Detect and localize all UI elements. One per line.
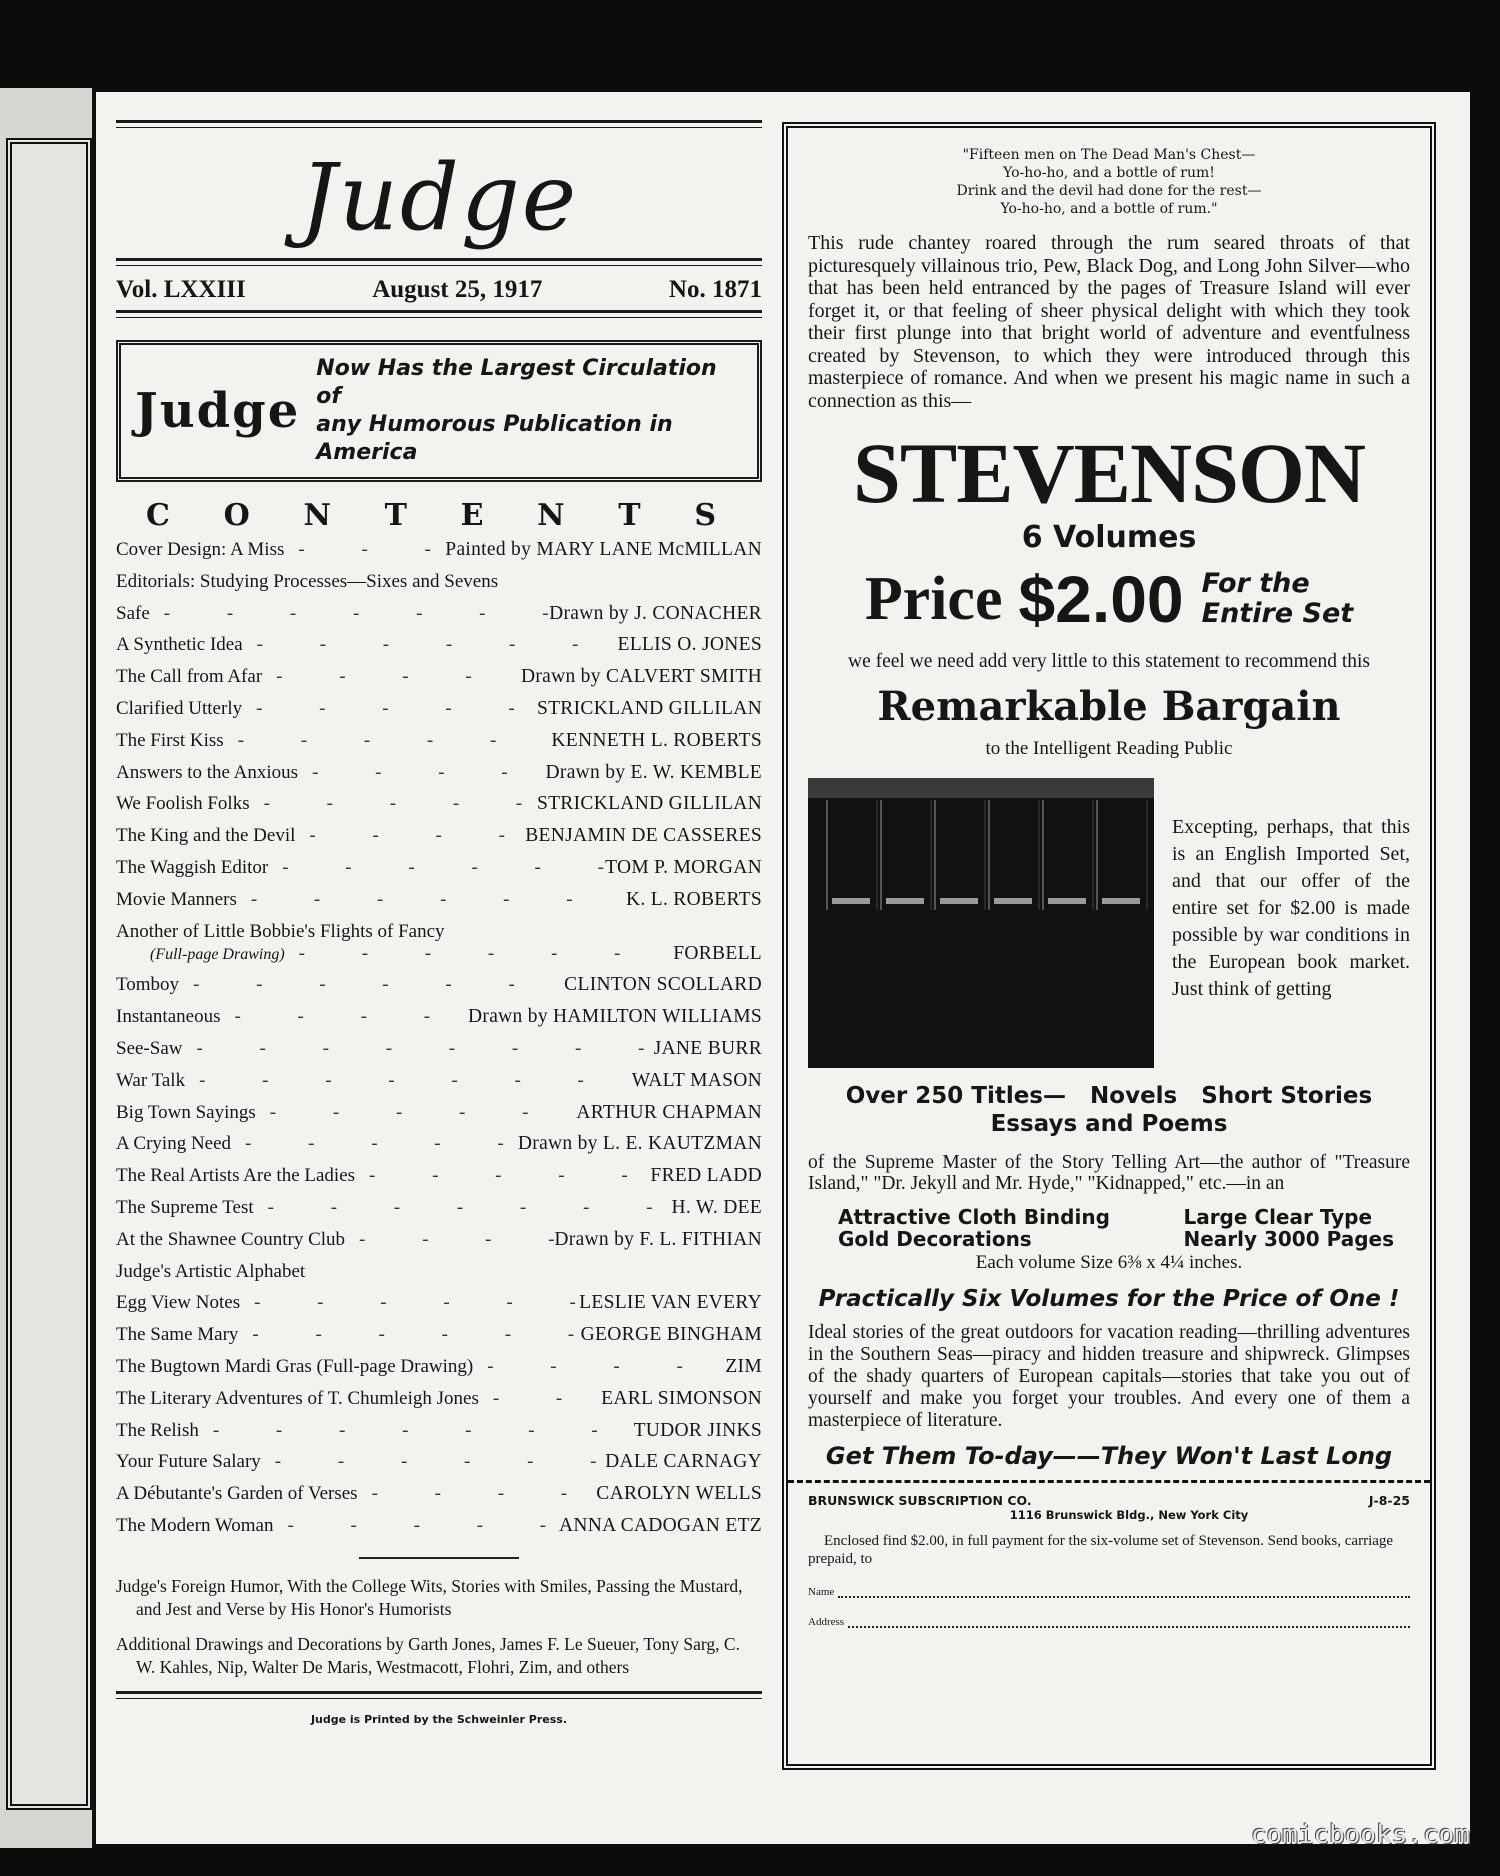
price-line bbox=[808, 561, 1410, 637]
toc-title: Tomboy bbox=[116, 974, 180, 996]
toc-leader bbox=[355, 1165, 650, 1187]
toc-subtitle: (Full-page Drawing) bbox=[150, 945, 285, 963]
issue-line bbox=[116, 266, 762, 310]
toc-entry bbox=[116, 857, 762, 889]
toc-author: JANE BURR bbox=[653, 1037, 762, 1059]
toc-leader bbox=[224, 730, 552, 752]
toc-entry bbox=[116, 1165, 762, 1197]
book-spine bbox=[880, 800, 932, 910]
contents-heading bbox=[116, 498, 762, 533]
supreme-master-text: of the Supreme Master of the Story Telling Art—the author of "Treasure Island," "Dr. Jekyll and Mr. Hyde," "Kidnapped," etc.—in an bbox=[808, 1152, 1410, 1194]
verse-line: "Fifteen men on The Dead Man's Chest— bbox=[962, 147, 1256, 163]
toc-entry bbox=[116, 730, 762, 762]
toc-entry bbox=[116, 762, 762, 794]
toc-entry bbox=[116, 634, 762, 666]
toc-leader bbox=[345, 1229, 554, 1251]
toc-leader bbox=[268, 857, 605, 879]
contents-letter: N bbox=[537, 498, 565, 533]
toc-title: A Débutante's Garden of Verses bbox=[116, 1483, 358, 1505]
toc-title: Another of Little Bobbie's Flights of Fancy bbox=[116, 920, 445, 942]
toc-title: Judge's Artistic Alphabet bbox=[116, 1260, 306, 1282]
stevenson-advertisement bbox=[782, 122, 1436, 1770]
book-set-top bbox=[808, 778, 1154, 798]
volumes-count: 6 Volumes bbox=[1021, 520, 1197, 555]
toc-author: STRICKLAND GILLILAN bbox=[536, 697, 762, 719]
toc-entry bbox=[116, 1006, 762, 1038]
toc-title: The Real Artists Are the Ladies bbox=[116, 1165, 356, 1187]
verse-line: Drink and the devil had done for the rest— bbox=[956, 183, 1262, 199]
address-field[interactable] bbox=[808, 1616, 1410, 1628]
contents-letter: S bbox=[694, 498, 716, 533]
book-spine bbox=[826, 800, 878, 910]
facing-page-edge bbox=[0, 88, 95, 1848]
book-set-illustration bbox=[808, 778, 1154, 1068]
toc-entry bbox=[116, 1261, 762, 1293]
order-coupon bbox=[788, 1480, 1430, 1628]
toc-title: The Call from Afar bbox=[116, 666, 263, 688]
toc-title: Your Future Salary bbox=[116, 1451, 261, 1473]
toc-author: CLINTON SCOLLARD bbox=[564, 974, 762, 996]
toc-entry bbox=[116, 889, 762, 921]
intelligent-public-line: to the Intelligent Reading Public bbox=[985, 738, 1233, 759]
toc-author: ZIM bbox=[725, 1355, 762, 1377]
toc-author: CAROLYN WELLS bbox=[596, 1483, 762, 1505]
toc-leader bbox=[284, 539, 445, 561]
coupon-address: 1116 Brunswick Bldg., New York City bbox=[1009, 1508, 1249, 1522]
chantey-verse bbox=[808, 146, 1410, 218]
verse-line: Yo-ho-ho, and a bottle of rum." bbox=[1000, 201, 1218, 217]
book-spine bbox=[988, 800, 1040, 910]
toc-leader bbox=[220, 1006, 468, 1028]
toc-author: Drawn by J. CONACHER bbox=[549, 602, 762, 624]
toc-entry bbox=[116, 1197, 762, 1229]
contents-letter: C bbox=[146, 498, 170, 533]
coupon-code: J-8-25 bbox=[1368, 1493, 1410, 1508]
toc-author: H. W. DEE bbox=[671, 1196, 762, 1218]
contents-letter: T bbox=[384, 498, 407, 533]
toc-author: Drawn by E. W. KEMBLE bbox=[545, 761, 762, 783]
footer-separator bbox=[359, 1557, 519, 1559]
circulation-judge-word: Judge bbox=[135, 383, 301, 439]
recommend-line: we feel we need add very little to this statement to recommend this bbox=[847, 651, 1370, 672]
table-of-contents bbox=[116, 539, 762, 1547]
toc-entry-continued bbox=[116, 943, 762, 975]
toc-entry bbox=[116, 1102, 762, 1134]
get-them-today-slogan: Get Them To-day——They Won't Last Long bbox=[825, 1442, 1393, 1470]
name-label: Name bbox=[808, 1586, 835, 1598]
toc-entry bbox=[116, 1356, 762, 1388]
toc-title: The Supreme Test bbox=[116, 1196, 254, 1218]
toc-author: Drawn by F. L. FITHIAN bbox=[554, 1228, 762, 1250]
contents-letter: N bbox=[303, 498, 331, 533]
toc-author: STRICKLAND GILLILAN bbox=[536, 793, 762, 815]
toc-author: ELLIS O. JONES bbox=[617, 634, 762, 656]
toc-entry bbox=[116, 921, 762, 943]
toc-entry bbox=[116, 1292, 762, 1324]
titles-summary bbox=[808, 1082, 1410, 1138]
toc-author: WALT MASON bbox=[631, 1069, 762, 1091]
toc-title: Answers to the Anxious bbox=[116, 761, 299, 783]
toc-title: Egg View Notes bbox=[116, 1292, 241, 1314]
toc-title: Instantaneous bbox=[116, 1006, 221, 1028]
contents-letter: E bbox=[460, 498, 484, 533]
toc-entry bbox=[116, 1133, 762, 1165]
features-left bbox=[838, 1206, 1110, 1250]
price-qualifier bbox=[1202, 569, 1354, 629]
titles-line-2: Essays and Poems bbox=[990, 1111, 1228, 1137]
bottom-rule bbox=[116, 1691, 762, 1699]
toc-entry bbox=[116, 1483, 762, 1515]
titles-line-1: Over 250 Titles— Novels Short Stories bbox=[845, 1083, 1373, 1109]
site-watermark: comicbooks.com bbox=[1250, 1820, 1470, 1850]
top-rule bbox=[116, 120, 762, 128]
toc-title: Clarified Utterly bbox=[116, 697, 243, 719]
ideal-stories-text: Ideal stories of the great outdoors for vacation reading—thrilling adventures in the Southern Seas—piracy and hidden treasure and shipwreck. Glimpses of the shady quarters of European capitals—stories that take you out of yourself and make you forget your troubles. And every one of them a masterpiece of literature. bbox=[808, 1322, 1410, 1431]
bargain-headline: Remarkable Bargain bbox=[877, 683, 1341, 730]
toc-title: War Talk bbox=[116, 1069, 186, 1091]
toc-title: Big Town Sayings bbox=[116, 1101, 256, 1123]
toc-author: KENNETH L. ROBERTS bbox=[551, 729, 762, 751]
toc-leader bbox=[262, 666, 521, 688]
toc-author: LESLIE VAN EVERY bbox=[579, 1292, 762, 1314]
toc-leader bbox=[199, 1420, 634, 1442]
toc-leader bbox=[250, 793, 537, 815]
toc-leader bbox=[261, 1451, 605, 1473]
price-word: Price bbox=[864, 564, 1003, 633]
toc-title: The Literary Adventures of T. Chumleigh Jones bbox=[116, 1387, 479, 1409]
facing-page-border bbox=[6, 138, 92, 1810]
toc-title: See-Saw bbox=[116, 1037, 183, 1059]
printer-credit: Judge is Printed by the Schweinler Press. bbox=[310, 1712, 568, 1726]
book-spine bbox=[1096, 800, 1148, 910]
toc-title: At the Shawnee Country Club bbox=[116, 1228, 346, 1250]
feature-type: Large Clear Type bbox=[1183, 1205, 1373, 1229]
toc-leader bbox=[273, 1515, 558, 1537]
volume-size: Each volume Size 6⅜ x 4¼ inches. bbox=[975, 1252, 1243, 1273]
toc-title: Editorials: Studying Processes—Sixes and Sevens bbox=[116, 570, 499, 592]
address-label: Address bbox=[808, 1616, 845, 1628]
toc-entry bbox=[116, 1324, 762, 1356]
judge-logo: Judge bbox=[299, 144, 579, 251]
toc-author: Drawn by HAMILTON WILLIAMS bbox=[468, 1006, 762, 1028]
volume-label: Vol. LXXIII bbox=[116, 276, 246, 303]
toc-entry bbox=[116, 539, 762, 571]
issue-number: No. 1871 bbox=[668, 276, 762, 303]
verse-line: Yo-ho-ho, and a bottle of rum! bbox=[1003, 165, 1215, 181]
toc-leader bbox=[479, 1388, 601, 1410]
toc-leader bbox=[231, 1133, 518, 1155]
toc-leader bbox=[295, 825, 525, 847]
feature-pages: Nearly 3000 Pages bbox=[1183, 1227, 1394, 1251]
toc-title: The Same Mary bbox=[116, 1324, 239, 1346]
name-field[interactable] bbox=[808, 1586, 1410, 1598]
toc-leader bbox=[358, 1483, 597, 1505]
toc-leader bbox=[285, 943, 674, 965]
toc-author: ARTHUR CHAPMAN bbox=[576, 1101, 762, 1123]
toc-leader bbox=[238, 1324, 580, 1346]
toc-title: We Foolish Folks bbox=[116, 793, 250, 815]
price-for-line-1: For the bbox=[1201, 568, 1310, 599]
toc-author: TUDOR JINKS bbox=[633, 1419, 762, 1441]
toc-title: The Bugtown Mardi Gras (Full-page Drawing) bbox=[116, 1355, 474, 1377]
toc-entry bbox=[116, 1451, 762, 1483]
toc-title: The First Kiss bbox=[116, 729, 224, 751]
feature-binding: Attractive Cloth Binding bbox=[838, 1205, 1110, 1229]
toc-title: Safe bbox=[116, 602, 150, 624]
book-spine bbox=[934, 800, 986, 910]
name-blank[interactable] bbox=[838, 1586, 1410, 1598]
toc-leader bbox=[473, 1356, 725, 1378]
toc-author: K. L. ROBERTS bbox=[626, 888, 762, 910]
toc-title: The Modern Woman bbox=[116, 1514, 274, 1536]
toc-title: Movie Manners bbox=[116, 888, 237, 910]
masthead-rule bbox=[116, 258, 762, 266]
contents-letter: T bbox=[618, 498, 641, 533]
toc-entry bbox=[116, 571, 762, 603]
features-right bbox=[1183, 1206, 1394, 1250]
toc-title: The King and the Devil bbox=[116, 825, 296, 847]
toc-title: Cover Design: A Miss bbox=[116, 539, 285, 560]
toc-leader bbox=[185, 1070, 632, 1092]
circulation-line-1: Now Has the Largest Circulation of bbox=[316, 356, 717, 409]
contents-column bbox=[116, 120, 762, 1820]
toc-leader bbox=[179, 974, 564, 996]
toc-leader bbox=[242, 698, 537, 720]
toc-author: Drawn by L. E. KAUTZMAN bbox=[517, 1133, 762, 1155]
ad-lead-paragraph: This rude chantey roared through the rum seared throats of that picturesquely villainous trio, Pew, Black Dog, and Long John Silver—who that has been held entranced by the pages of Treasure Island will ever forget it, or that feeling of sheer physical delight with which they took their first plunge into that bright world of adventure and eventfulness created by Stevenson, to which they were introduced through this masterpiece of romance. And when we present his magic name in such a connection as this— bbox=[808, 232, 1410, 412]
toc-author: DALE CARNAGY bbox=[605, 1451, 762, 1473]
toc-entry bbox=[116, 1038, 762, 1070]
issue-date: August 25, 1917 bbox=[372, 276, 543, 303]
toc-leader bbox=[240, 1292, 579, 1314]
toc-author: BENJAMIN DE CASSERES bbox=[525, 825, 762, 847]
imported-set-text: Excepting, perhaps, that this is an English Imported Set, and that our offer of the entire set for $2.00 is made possible by war conditions in the European book market. Just think of getting bbox=[1172, 816, 1410, 1000]
toc-entry bbox=[116, 1229, 762, 1261]
address-blank[interactable] bbox=[848, 1616, 1410, 1628]
contents-letter: O bbox=[223, 498, 250, 533]
toc-author: EARL SIMONSON bbox=[601, 1387, 762, 1409]
toc-entry bbox=[116, 793, 762, 825]
price-amount: $2.00 bbox=[1018, 562, 1184, 636]
toc-leader bbox=[150, 603, 549, 625]
toc-leader bbox=[243, 634, 618, 656]
toc-leader bbox=[256, 1102, 577, 1124]
additional-drawings-note: Additional Drawings and Decorations by Garth Jones, James F. Le Sueuer, Tony Sarg, C. W. Kahles, Nip, Walter De Maris, Westmacott, Flohri, Zim, and others bbox=[116, 1633, 740, 1677]
toc-title: A Crying Need bbox=[116, 1133, 232, 1155]
toc-author: ANNA CADOGAN ETZ bbox=[558, 1514, 762, 1536]
six-volumes-slogan: Practically Six Volumes for the Price of One ! bbox=[818, 1286, 1400, 1312]
toc-leader bbox=[254, 1197, 672, 1219]
toc-author: FORBELL bbox=[673, 942, 762, 964]
toc-entry bbox=[116, 974, 762, 1006]
stevenson-headline: STEVENSON bbox=[853, 425, 1365, 521]
toc-leader bbox=[182, 1038, 653, 1060]
toc-entry bbox=[116, 1388, 762, 1420]
foreign-humor-note: Judge's Foreign Humor, With the College Wits, Stories with Smiles, Passing the Mustard, and Jest and Verse by His Honor's Humorists bbox=[116, 1575, 743, 1619]
issue-rule bbox=[116, 310, 762, 318]
coupon-company: BRUNSWICK SUBSCRIPTION CO. bbox=[808, 1493, 1032, 1508]
toc-leader bbox=[237, 889, 626, 911]
circulation-line-2: any Humorous Publication in America bbox=[316, 412, 673, 465]
toc-entry bbox=[116, 1515, 762, 1547]
contents-footer bbox=[116, 1575, 762, 1679]
toc-title: The Waggish Editor bbox=[116, 856, 269, 878]
toc-leader bbox=[298, 762, 545, 784]
toc-author: Painted by MARY LANE McMILLAN bbox=[445, 539, 762, 560]
toc-entry bbox=[116, 1070, 762, 1102]
toc-entry bbox=[116, 1420, 762, 1452]
features-block bbox=[808, 1206, 1410, 1250]
toc-entry bbox=[116, 603, 762, 635]
coupon-header bbox=[808, 1493, 1410, 1508]
toc-entry bbox=[116, 825, 762, 857]
book-spine bbox=[1042, 800, 1094, 910]
toc-author: FRED LADD bbox=[650, 1165, 762, 1187]
toc-author: Drawn by CALVERT SMITH bbox=[520, 666, 762, 688]
feature-decorations: Gold Decorations bbox=[838, 1227, 1032, 1251]
toc-author: GEORGE BINGHAM bbox=[580, 1324, 762, 1346]
coupon-order-text: Enclosed find $2.00, in full payment for the six-volume set of Stevenson. Send books, carriage prepaid, to bbox=[808, 1533, 1394, 1567]
circulation-box bbox=[116, 340, 762, 482]
toc-title: A Synthetic Idea bbox=[116, 634, 243, 656]
magazine-page bbox=[96, 92, 1470, 1844]
toc-author: TOM P. MORGAN bbox=[605, 856, 762, 878]
toc-entry bbox=[116, 666, 762, 698]
circulation-claim bbox=[316, 355, 743, 467]
toc-entry bbox=[116, 698, 762, 730]
price-for-line-2: Entire Set bbox=[1201, 598, 1354, 629]
toc-title: The Relish bbox=[116, 1419, 199, 1441]
books-row bbox=[808, 778, 1410, 1068]
